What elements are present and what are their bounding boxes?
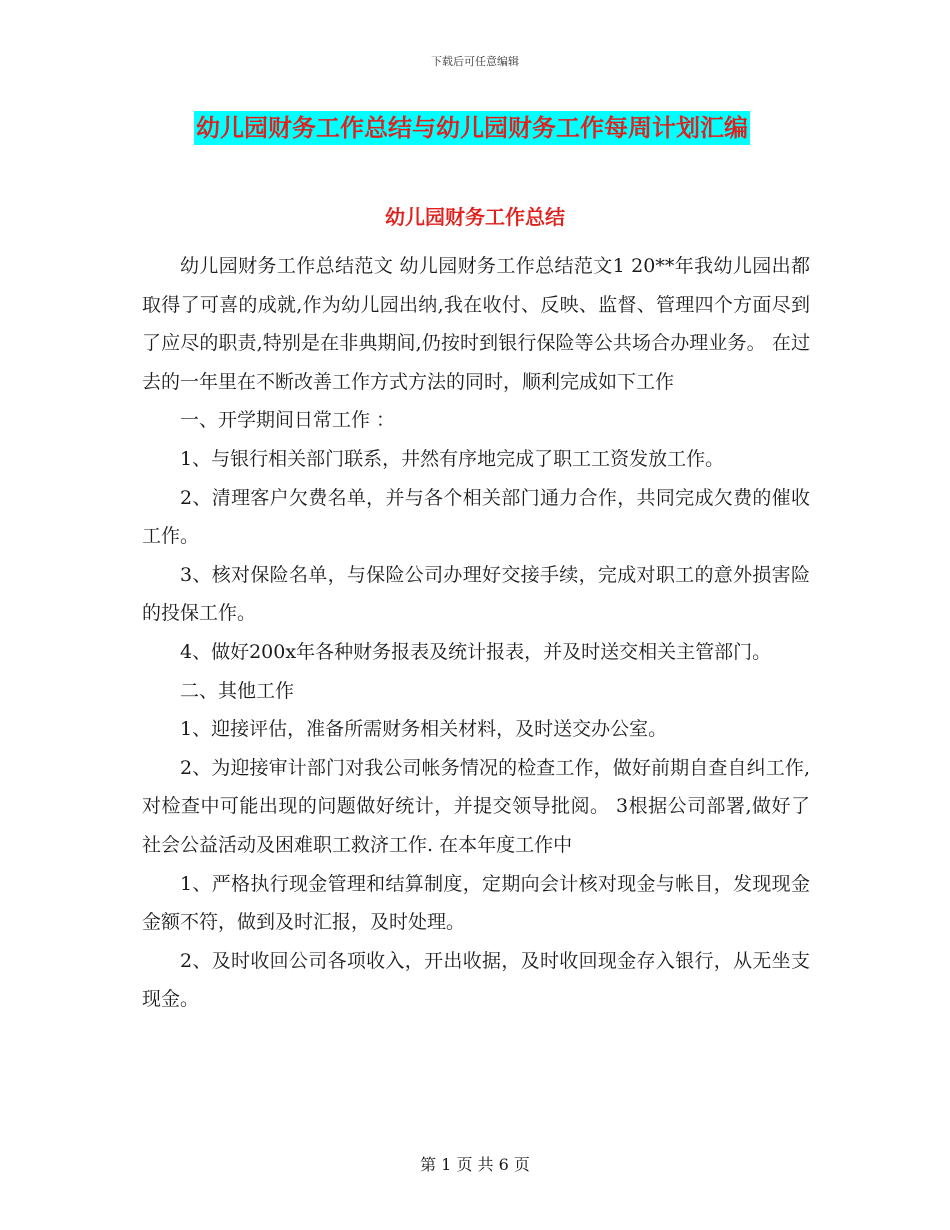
section-title: 幼儿园财务工作总结 xyxy=(385,205,565,229)
paragraph: 2、清理客户欠费名单，并与各个相关部门通力合作，共同完成欠费的催收工作。 xyxy=(142,486,810,548)
paragraph: 一、开学期间日常工作 ： xyxy=(180,409,396,432)
document-title: 幼儿园财务工作总结与幼儿园财务工作每周计划汇编 xyxy=(194,111,750,145)
header-note: 下载后可任意编辑 xyxy=(431,55,519,68)
paragraph: 2、及时收回公司各项收入，开出收据，及时收回现金存入银行，从无坐支现金。 xyxy=(142,949,810,1011)
paragraph: 2、为迎接审计部门对我公司帐务情况的检查工作，做好前期自查自纠工作,对检查中可能出现的问题做好统计，并提交领导批阅。 3根据公司部署,做好了社会公益活动及困难职工救济工作. 在本年度工作中 xyxy=(142,756,810,856)
document-body xyxy=(142,247,810,1019)
paragraph: 幼儿园财务工作总结范文 幼儿园财务工作总结范文1 20**年我幼儿园出都取得了可喜的成就,作为幼儿园出纳,我在收付、反映、监督、管理四个方面尽到了应尽的职责,特别是在非典期间,仍按时到银行保险等公共场合办理业务。 在过去的一年里在不断改善工作方式方法的同时，顺利完成如下工作 xyxy=(142,255,810,393)
paragraph: 1、与银行相关部门联系，井然有序地完成了职工工资发放工作。 xyxy=(180,447,725,470)
paragraph: 二、其他工作 xyxy=(180,679,295,702)
page-number: 第 1 页 共 6 页 xyxy=(420,1155,530,1174)
paragraph: 1、迎接评估，准备所需财务相关材料，及时送交办公室。 xyxy=(180,718,668,741)
paragraph: 1、严格执行现金管理和结算制度，定期向会计核对现金与帐目，发现现金金额不符，做到及时汇报，及时处理。 xyxy=(142,872,810,934)
paragraph: 4、做好200x年各种财务报表及统计报表，并及时送交相关主管部门。 xyxy=(180,640,772,663)
paragraph: 3、核对保险名单，与保险公司办理好交接手续，完成对职工的意外损害险的投保工作。 xyxy=(142,563,810,625)
